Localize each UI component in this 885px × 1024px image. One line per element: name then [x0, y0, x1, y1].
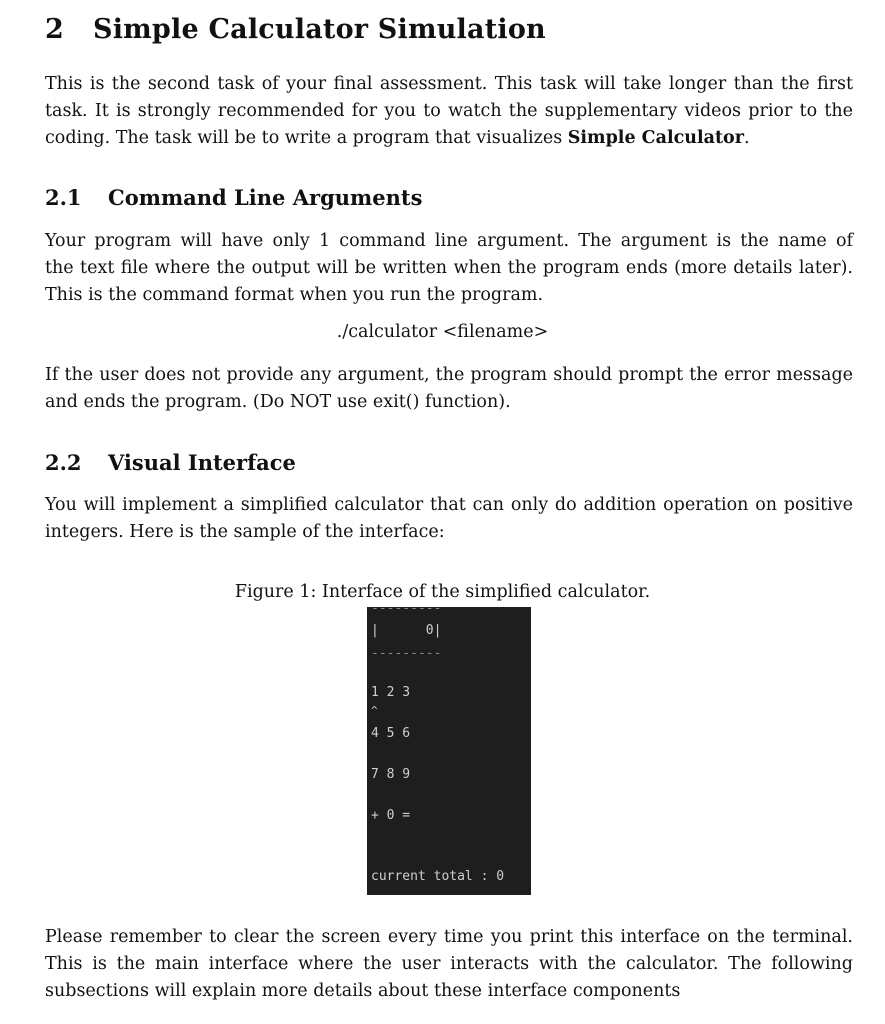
- keypad-row-3: 7 8 9: [371, 767, 411, 782]
- keypad-row-1: 1 2 3: [371, 685, 411, 700]
- args-line-3: This is the command format when you run the program.: [45, 285, 544, 305]
- subsection-title: Command Line Arguments: [108, 185, 423, 210]
- intro-bold-term: Simple Calculator: [567, 128, 744, 148]
- error-paragraph: [45, 362, 853, 416]
- keypad-row-2: 4 5 6: [371, 726, 411, 741]
- section-heading: [45, 14, 546, 45]
- visual-line-1: You will implement a simplified calculator that can only do addition operation on positive: [45, 495, 853, 515]
- closing-line-1: Please remember to clear the screen every time you print this interface on the terminal.: [45, 927, 853, 947]
- keypad-row-4: + 0 =: [371, 808, 411, 823]
- display-top-border: ---------: [371, 601, 442, 616]
- calculator-display: | 0|: [371, 623, 442, 638]
- subsection-heading-2-1: [45, 185, 422, 210]
- terminal-screenshot: [367, 601, 531, 895]
- intro-line-3-text: coding. The task will be to write a program that visualizes: [45, 128, 568, 148]
- section-title: Simple Calculator Simulation: [93, 14, 546, 45]
- cursor-indicator: ^: [371, 704, 378, 717]
- figure-caption: Figure 1: Interface of the simplified calculator.: [234, 582, 651, 602]
- display-bottom-border: ---------: [371, 646, 442, 661]
- intro-paragraph: [45, 71, 853, 152]
- intro-line-2: task. It is strongly recommended for you to watch the supplementary videos prior to the: [45, 101, 853, 121]
- args-paragraph: [45, 228, 853, 309]
- section-number: 2: [45, 14, 64, 45]
- error-line-1: If the user does not provide any argument, the program should prompt the error message: [45, 365, 853, 385]
- intro-line-3: [45, 125, 853, 152]
- intro-line-1: This is the second task of your final assessment. This task will take longer than the first: [45, 74, 853, 94]
- current-total: current total : 0: [371, 869, 505, 884]
- subsection-heading-2-2: [45, 450, 296, 475]
- args-line-2: the text file where the output will be written when the program ends (more details later).: [45, 258, 853, 278]
- subsection-title: Visual Interface: [108, 450, 296, 475]
- subsection-number: 2.1: [45, 185, 82, 210]
- command-example: ./calculator <filename>: [336, 322, 549, 342]
- args-line-1: Your program will have only 1 command line argument. The argument is the name of: [45, 231, 853, 251]
- closing-paragraph: [45, 924, 853, 1005]
- error-line-2: and ends the program. (Do NOT use exit() function).: [45, 392, 511, 412]
- subsection-number: 2.2: [45, 450, 82, 475]
- closing-line-2: This is the main interface where the user interacts with the calculator. The following: [45, 954, 853, 974]
- intro-line-3-end: .: [743, 128, 750, 148]
- visual-paragraph: [45, 492, 853, 546]
- visual-line-2: integers. Here is the sample of the interface:: [45, 522, 445, 542]
- closing-line-3: subsections will explain more details about these interface components: [45, 981, 681, 1001]
